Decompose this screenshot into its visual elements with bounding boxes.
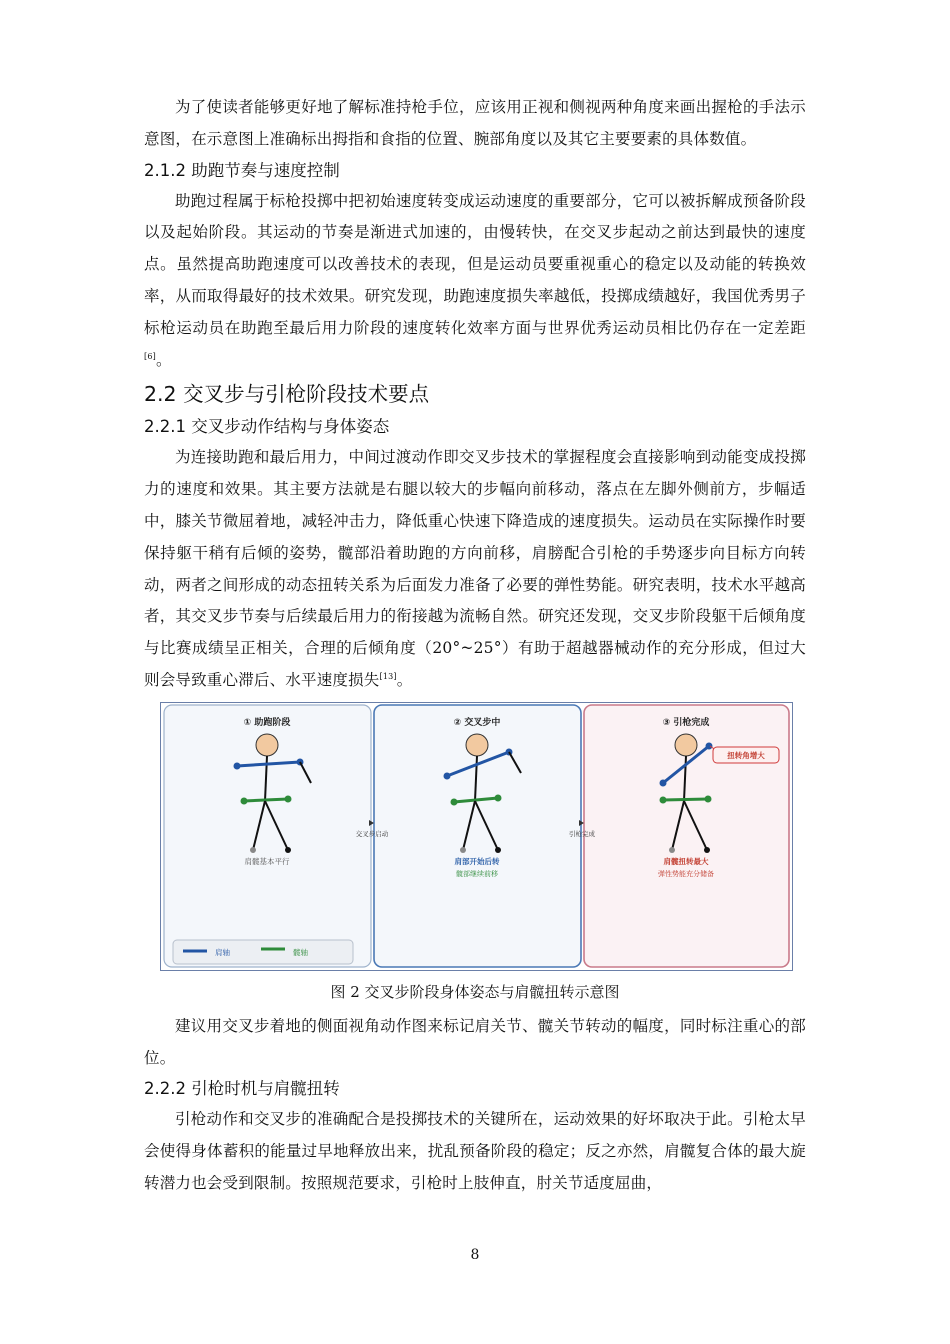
legend-shoulder-label: 肩轴: [215, 947, 230, 957]
hip-joint-2a: [451, 798, 458, 805]
panel-2-sublabel: 髋部继续前移: [456, 869, 498, 878]
panel-3-title: ③ 引枪完成: [662, 717, 710, 728]
panel-3-label: 肩髋扭转最大: [663, 856, 709, 866]
hip-joint-3b: [705, 795, 712, 802]
foot-3b: [704, 847, 710, 853]
arrow-2-label: 引枪完成: [569, 829, 595, 838]
hip-joint-3a: [660, 796, 667, 803]
foot-2a: [460, 847, 466, 853]
callout-text: 扭转角增大: [727, 750, 765, 760]
foot-2b: [495, 847, 501, 853]
figure-diagram: [161, 703, 792, 970]
legend-hip-label: 髋轴: [293, 947, 308, 957]
shoulder-joint-3b: [706, 742, 713, 749]
legend: [173, 940, 353, 964]
paragraph-crossover: [144, 442, 806, 696]
paragraph-timing: 引枪动作和交叉步的准确配合是投掷技术的关键所在，运动效果的好坏取决于此。引枪太早会使得身体蓄积的能量过早地释放出来，扰乱预备阶段的稳定；反之亦然，肩髋复合体的最大旋转潜力也会受到限制。按照规范要求，引枪时上肢伸直，肘关节适度屈曲，: [144, 1110, 806, 1192]
hip-joint-1a: [241, 797, 248, 804]
foot-3a: [669, 847, 675, 853]
paragraph-runup-text: 助跑过程属于标枪投掷中把初始速度转变成运动速度的重要部分，它可以被拆解成预备阶段以及起始阶段。其运动的节奏是渐进式加速的，由慢转快，在交叉步起动之前达到最快的速度点。虽然提高助跑速度可以改善技术的表现，但是运动员要重视重心的稳定以及动能的转换效率，从而取得最好的技术效果。研究发现，助跑速度损失率越低，投掷成绩越好，我国优秀男子标枪运动员在助跑至最后用力阶段的速度转化效率方面与世界优秀运动员相比仍存在一定差距: [144, 191, 806, 337]
panel-1-label: 肩髋基本平行: [244, 856, 290, 866]
arrow-1-label: 交叉步启动: [355, 829, 389, 838]
heading-2-1-2: 2.1.2 助跑节奏与速度控制: [144, 160, 340, 180]
heading-2-2-2: 2.2.2 引枪时机与肩髋扭转: [144, 1079, 340, 1099]
shoulder-joint-1a: [234, 762, 241, 769]
heading-2-2: 2.2 交叉步与引枪阶段技术要点: [144, 382, 430, 407]
foot-1a: [250, 847, 256, 853]
figure-caption: 图 2 交叉步阶段身体姿态与肩髋扭转示意图: [330, 982, 620, 1001]
panel-2-label: 肩部开始后转: [454, 856, 500, 866]
page-body: [144, 92, 806, 1200]
panel-2-title: ② 交叉步中: [453, 717, 501, 728]
shoulder-joint-2a: [444, 772, 451, 779]
figure-crossover-posture: [160, 702, 793, 971]
panel-1-title: ① 助跑阶段: [243, 717, 291, 728]
citation-13[interactable]: [13]: [379, 671, 397, 681]
page-number: 8: [470, 1247, 480, 1263]
hip-axis-3: [663, 799, 708, 800]
paragraph-suggestion: 建议用交叉步着地的侧面视角动作图来标记肩关节、髋关节转动的幅度，同时标注重心的部位。: [144, 1016, 806, 1067]
paragraph-crossover-text: 为连接助跑和最后用力，中间过渡动作即交叉步技术的掌握程度会直接影响到动能变成投掷力的速度和效果。其主要方法就是右腿以较大的步幅向前移动，落点在左脚外侧前方，步幅适中，膝关节微屈着地，减轻冲击力，降低重心快速下降造成的速度损失。运动员在实际操作时要保持躯干稍有后倾的姿势，髋部沿着助跑的方向前移，肩膀配合引枪的手势逐步向目标方向转动，两者之间形成的动态扭转关系为后面发力准备了必要的弹性势能。研究表明，技术水平越高者，其交叉步节奏与后续最后用力的衔接越为流畅自然。研究还发现，交叉步阶段躯干后倾角度与比赛成绩呈正相关，合理的后倾角度（20°~25°）有助于超越器械动作的充分形成，但过大则会导致重心滞后、水平速度损失: [144, 448, 806, 689]
paragraph-runup-end: 。: [155, 350, 172, 369]
foot-1b: [285, 847, 291, 853]
head-1: [256, 734, 278, 756]
panel-3-sublabel: 弹性势能充分储备: [658, 869, 714, 878]
head-2: [466, 734, 488, 756]
hip-joint-2b: [495, 794, 502, 801]
paragraph-grip: 为了使读者能够更好地了解标准持枪手位，应该用正视和侧视两种角度来画出握枪的手法示意图，在示意图上准确标出拇指和食指的位置、腕部角度以及其它主要要素的具体数值。: [144, 98, 806, 148]
hip-axis-1: [244, 799, 288, 801]
hip-joint-1b: [285, 795, 292, 802]
paragraph-runup: [144, 186, 806, 377]
head-3: [675, 734, 697, 756]
heading-2-2-1: 2.2.1 交叉步动作结构与身体姿态: [144, 417, 390, 437]
paragraph-crossover-end: 。: [396, 670, 413, 689]
callout-torsion: [710, 746, 779, 763]
citation-6[interactable]: [6]: [144, 351, 156, 361]
shoulder-joint-3a: [660, 779, 667, 786]
